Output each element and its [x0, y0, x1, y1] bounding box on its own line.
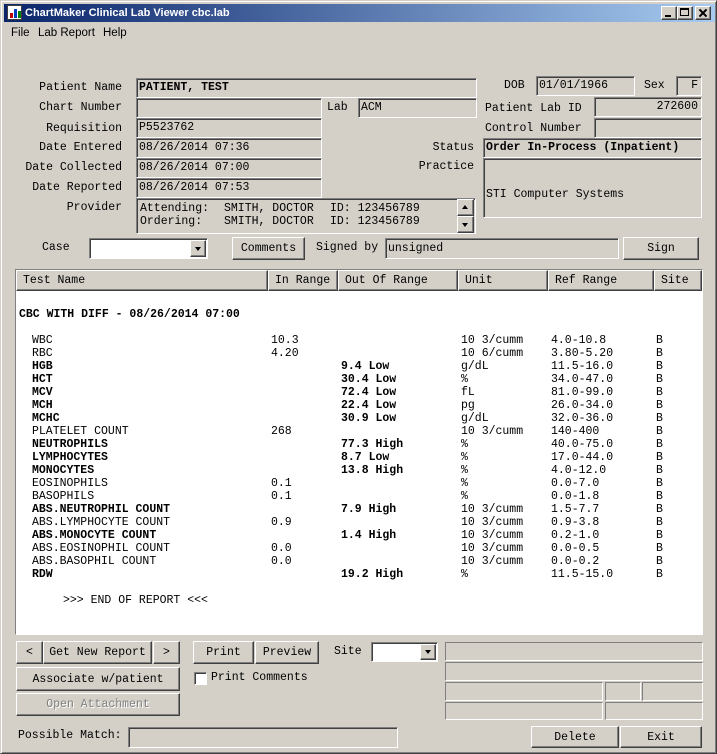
scroll-down-button[interactable] [457, 216, 474, 233]
result-test: ABS.MONOCYTE COUNT [32, 529, 157, 542]
window-title: ChartMaker Clinical Lab Viewer cbc.lab [25, 7, 230, 19]
provider-id: ID: 123456789 [330, 202, 420, 215]
result-site: B [656, 360, 663, 373]
column-header-test-name[interactable]: Test Name [16, 270, 268, 291]
case-label: Case [42, 241, 70, 254]
result-ref-range: 0.2-1.0 [551, 529, 600, 542]
status-label: Status [432, 141, 474, 154]
patient-name-label: Patient Name [39, 81, 122, 94]
date-collected-field[interactable]: 08/26/2014 07:00 [136, 158, 322, 178]
result-row[interactable] [16, 412, 702, 425]
result-ref-range: 26.0-34.0 [551, 399, 614, 412]
result-row[interactable] [16, 529, 702, 542]
delete-button[interactable]: Delete [531, 726, 619, 748]
result-unit: % [461, 568, 468, 581]
result-in-range: 268 [271, 425, 292, 438]
result-test: HGB [32, 360, 53, 373]
control-number-field[interactable] [594, 118, 702, 138]
result-ref-range: 81.0-99.0 [551, 386, 614, 399]
open-attachment-button[interactable]: Open Attachment [16, 693, 180, 716]
result-test: MCHC [32, 412, 60, 425]
result-out-of-range: 22.4 Low [341, 399, 397, 412]
result-row[interactable] [16, 399, 702, 412]
result-in-range: 0.1 [271, 490, 292, 503]
column-header-in-range[interactable]: In Range [268, 270, 338, 291]
result-ref-range: 4.0-10.8 [551, 334, 607, 347]
result-site: B [656, 555, 663, 568]
column-header-out-of-range[interactable]: Out Of Range [338, 270, 458, 291]
menu-file[interactable]: File [11, 27, 30, 39]
site-label: Site [334, 645, 362, 658]
result-ref-range: 0.0-0.2 [551, 555, 600, 568]
result-unit: % [461, 451, 468, 464]
result-unit: % [461, 477, 468, 490]
control-number-label: Control Number [485, 122, 582, 135]
end-of-report: >>> END OF REPORT <<< [63, 594, 208, 607]
result-unit: 10 3/cumm [461, 516, 524, 529]
result-row[interactable] [16, 438, 702, 451]
menu-lab-report[interactable]: Lab Report [38, 27, 95, 39]
result-unit: fL [461, 386, 475, 399]
result-in-range: 4.20 [271, 347, 299, 360]
result-test: ABS.BASOPHIL COUNT [32, 555, 157, 568]
result-row[interactable] [16, 516, 702, 529]
patient-lab-id-field[interactable]: 272600 [594, 97, 702, 117]
possible-match-label: Possible Match: [18, 729, 122, 742]
minimize-icon [665, 15, 671, 17]
status-panel [605, 702, 703, 720]
patient-name-field[interactable]: PATIENT, TEST [136, 78, 477, 98]
column-header-unit[interactable]: Unit [458, 270, 548, 291]
result-site: B [656, 464, 663, 477]
status-panel [445, 702, 603, 720]
result-row[interactable] [16, 451, 702, 464]
result-site: B [656, 542, 663, 555]
get-new-report-button[interactable]: Get New Report [43, 641, 152, 664]
result-test: RBC [32, 347, 53, 360]
result-row[interactable] [16, 542, 702, 555]
result-rows [16, 334, 702, 581]
result-site: B [656, 386, 663, 399]
panel-title: CBC WITH DIFF - 08/26/2014 07:00 [19, 308, 240, 321]
chart-number-label: Chart Number [39, 101, 122, 114]
site-dropdown[interactable] [371, 642, 438, 662]
result-test: MONOCYTES [32, 464, 95, 477]
chevron-down-icon [425, 650, 431, 654]
practice-label: Practice [418, 160, 474, 173]
scroll-up-button[interactable] [457, 199, 474, 216]
scroll-up-icon [462, 205, 468, 209]
status-panel [445, 662, 703, 681]
provider-role: Attending: [140, 202, 210, 215]
result-row[interactable] [16, 360, 702, 373]
result-out-of-range: 1.4 High [341, 529, 397, 542]
provider-id: ID: 123456789 [330, 215, 420, 228]
result-ref-range: 11.5-15.0 [551, 568, 614, 581]
result-ref-range: 40.0-75.0 [551, 438, 614, 451]
result-out-of-range: 72.4 Low [341, 386, 397, 399]
result-site: B [656, 477, 663, 490]
result-test: PLATELET COUNT [32, 425, 129, 438]
result-test: MCH [32, 399, 53, 412]
sign-button[interactable]: Sign [623, 237, 699, 260]
requisition-label: Requisition [46, 122, 122, 135]
result-in-range: 0.0 [271, 542, 292, 555]
lab-label: Lab [327, 101, 348, 114]
print-button[interactable]: Print [193, 641, 254, 664]
result-unit: 10 3/cumm [461, 334, 524, 347]
result-ref-range: 0.9-3.8 [551, 516, 600, 529]
result-site: B [656, 347, 663, 360]
dob-field[interactable]: 01/01/1966 [536, 76, 635, 96]
result-row[interactable] [16, 503, 702, 516]
result-row[interactable] [16, 477, 702, 490]
result-ref-range: 3.80-5.20 [551, 347, 614, 360]
result-out-of-range: 7.9 High [341, 503, 397, 516]
chart-icon[interactable] [7, 5, 22, 20]
provider-role: Ordering: [140, 215, 203, 228]
menu-help[interactable]: Help [103, 27, 127, 39]
result-ref-range: 0.0-1.8 [551, 490, 600, 503]
report-body[interactable] [16, 291, 702, 634]
result-test: ABS.NEUTROPHIL COUNT [32, 503, 171, 516]
result-site: B [656, 490, 663, 503]
result-out-of-range: 30.4 Low [341, 373, 397, 386]
result-unit: 10 3/cumm [461, 503, 524, 516]
provider-label: Provider [66, 201, 122, 214]
result-unit: 10 3/cumm [461, 425, 524, 438]
result-out-of-range: 9.4 Low [341, 360, 390, 373]
result-ref-range: 1.5-7.7 [551, 503, 600, 516]
status-panel [445, 682, 603, 701]
print-comments-label[interactable]: Print Comments [211, 671, 308, 684]
sex-field[interactable]: F [676, 76, 702, 96]
result-out-of-range: 19.2 High [341, 568, 404, 581]
result-ref-range: 4.0-12.0 [551, 464, 607, 477]
result-site: B [656, 529, 663, 542]
result-unit: g/dL [461, 412, 489, 425]
result-test: RDW [32, 568, 53, 581]
result-unit: % [461, 464, 468, 477]
result-row[interactable] [16, 347, 702, 360]
result-site: B [656, 399, 663, 412]
result-ref-range: 0.0-0.5 [551, 542, 600, 555]
close-button[interactable] [695, 6, 711, 20]
result-site: B [656, 373, 663, 386]
result-out-of-range: 30.9 Low [341, 412, 397, 425]
result-test: WBC [32, 334, 53, 347]
case-dropdown[interactable] [89, 238, 208, 259]
result-site: B [656, 412, 663, 425]
comments-button[interactable]: Comments [232, 237, 305, 260]
result-ref-range: 17.0-44.0 [551, 451, 614, 464]
date-entered-label: Date Entered [39, 141, 122, 154]
result-test: EOSINOPHILS [32, 477, 108, 490]
result-unit: % [461, 373, 468, 386]
result-row[interactable] [16, 464, 702, 477]
result-unit: 10 6/cumm [461, 347, 524, 360]
result-unit: 10 3/cumm [461, 529, 524, 542]
result-row[interactable] [16, 555, 702, 568]
date-collected-label: Date Collected [25, 161, 122, 174]
result-test: ABS.LYMPHOCYTE COUNT [32, 516, 171, 529]
result-ref-range: 32.0-36.0 [551, 412, 614, 425]
result-ref-range: 0.0-7.0 [551, 477, 600, 490]
requisition-field[interactable]: P5523762 [136, 118, 322, 138]
date-reported-label: Date Reported [32, 181, 122, 194]
result-site: B [656, 503, 663, 516]
result-site: B [656, 516, 663, 529]
maximize-button[interactable] [677, 6, 693, 20]
case-dropdown-button[interactable] [190, 240, 206, 257]
result-unit: % [461, 438, 468, 451]
result-ref-range: 11.5-16.0 [551, 360, 614, 373]
result-site: B [656, 425, 663, 438]
dob-label: DOB [504, 79, 525, 92]
provider-row [137, 215, 457, 228]
print-comments-checkbox[interactable] [194, 672, 207, 685]
preview-button[interactable]: Preview [255, 641, 319, 664]
result-test: HCT [32, 373, 53, 386]
results-grid [15, 269, 703, 635]
possible-match-field[interactable] [128, 727, 398, 748]
result-out-of-range: 8.7 Low [341, 451, 390, 464]
result-test: MCV [32, 386, 53, 399]
provider-name: SMITH, DOCTOR [224, 202, 314, 215]
site-dropdown-button[interactable] [420, 644, 436, 660]
result-site: B [656, 438, 663, 451]
provider-row [137, 202, 457, 215]
result-site: B [656, 568, 663, 581]
result-test: NEUTROPHILS [32, 438, 108, 451]
lab-field[interactable]: ACM [358, 98, 477, 118]
date-entered-field[interactable]: 08/26/2014 07:36 [136, 138, 322, 158]
result-in-range: 0.9 [271, 516, 292, 529]
result-unit: % [461, 490, 468, 503]
patient-lab-id-label: Patient Lab ID [485, 102, 582, 115]
title-bar[interactable] [4, 4, 715, 22]
result-unit: g/dL [461, 360, 489, 373]
result-row[interactable] [16, 568, 702, 581]
column-header-ref-range[interactable]: Ref Range [548, 270, 654, 291]
practice-line: STI Computer Systems [486, 188, 625, 201]
provider-name: SMITH, DOCTOR [224, 215, 314, 228]
result-test: BASOPHILS [32, 490, 95, 503]
minimize-button[interactable] [661, 6, 677, 20]
chart-number-field[interactable] [136, 98, 322, 118]
result-unit: pg [461, 399, 475, 412]
practice-box[interactable] [483, 158, 702, 218]
result-in-range: 0.0 [271, 555, 292, 568]
result-ref-range: 34.0-47.0 [551, 373, 614, 386]
result-row[interactable] [16, 490, 702, 503]
result-in-range: 10.3 [271, 334, 299, 347]
result-unit: 10 3/cumm [461, 542, 524, 555]
result-in-range: 0.1 [271, 477, 292, 490]
result-row[interactable] [16, 386, 702, 399]
sex-label: Sex [644, 79, 665, 92]
maximize-icon [680, 8, 689, 16]
result-test: ABS.EOSINOPHIL COUNT [32, 542, 171, 555]
result-row[interactable] [16, 373, 702, 386]
result-site: B [656, 451, 663, 464]
status-panel [445, 642, 703, 661]
result-ref-range: 140-400 [551, 425, 600, 438]
scroll-down-icon [462, 223, 468, 227]
result-row[interactable] [16, 334, 702, 347]
column-header-site[interactable]: Site [654, 270, 702, 291]
signed-by-label: Signed by [316, 241, 379, 254]
date-reported-field[interactable]: 08/26/2014 07:53 [136, 178, 322, 198]
previous-report-button[interactable]: < [16, 641, 43, 664]
status-panel [642, 682, 703, 701]
status-field[interactable]: Order In-Process (Inpatient) [483, 138, 702, 158]
chevron-down-icon [195, 247, 201, 251]
result-row[interactable] [16, 425, 702, 438]
result-test: LYMPHOCYTES [32, 451, 108, 464]
associate-patient-button[interactable]: Associate w/patient [16, 667, 180, 691]
result-unit: 10 3/cumm [461, 555, 524, 568]
next-report-button[interactable]: > [153, 641, 180, 664]
result-out-of-range: 77.3 High [341, 438, 404, 451]
result-out-of-range: 13.8 High [341, 464, 404, 477]
result-site: B [656, 334, 663, 347]
exit-button[interactable]: Exit [620, 726, 702, 748]
status-panel [605, 682, 641, 701]
provider-box[interactable] [136, 198, 476, 234]
signed-by-field[interactable]: unsigned [385, 238, 619, 259]
